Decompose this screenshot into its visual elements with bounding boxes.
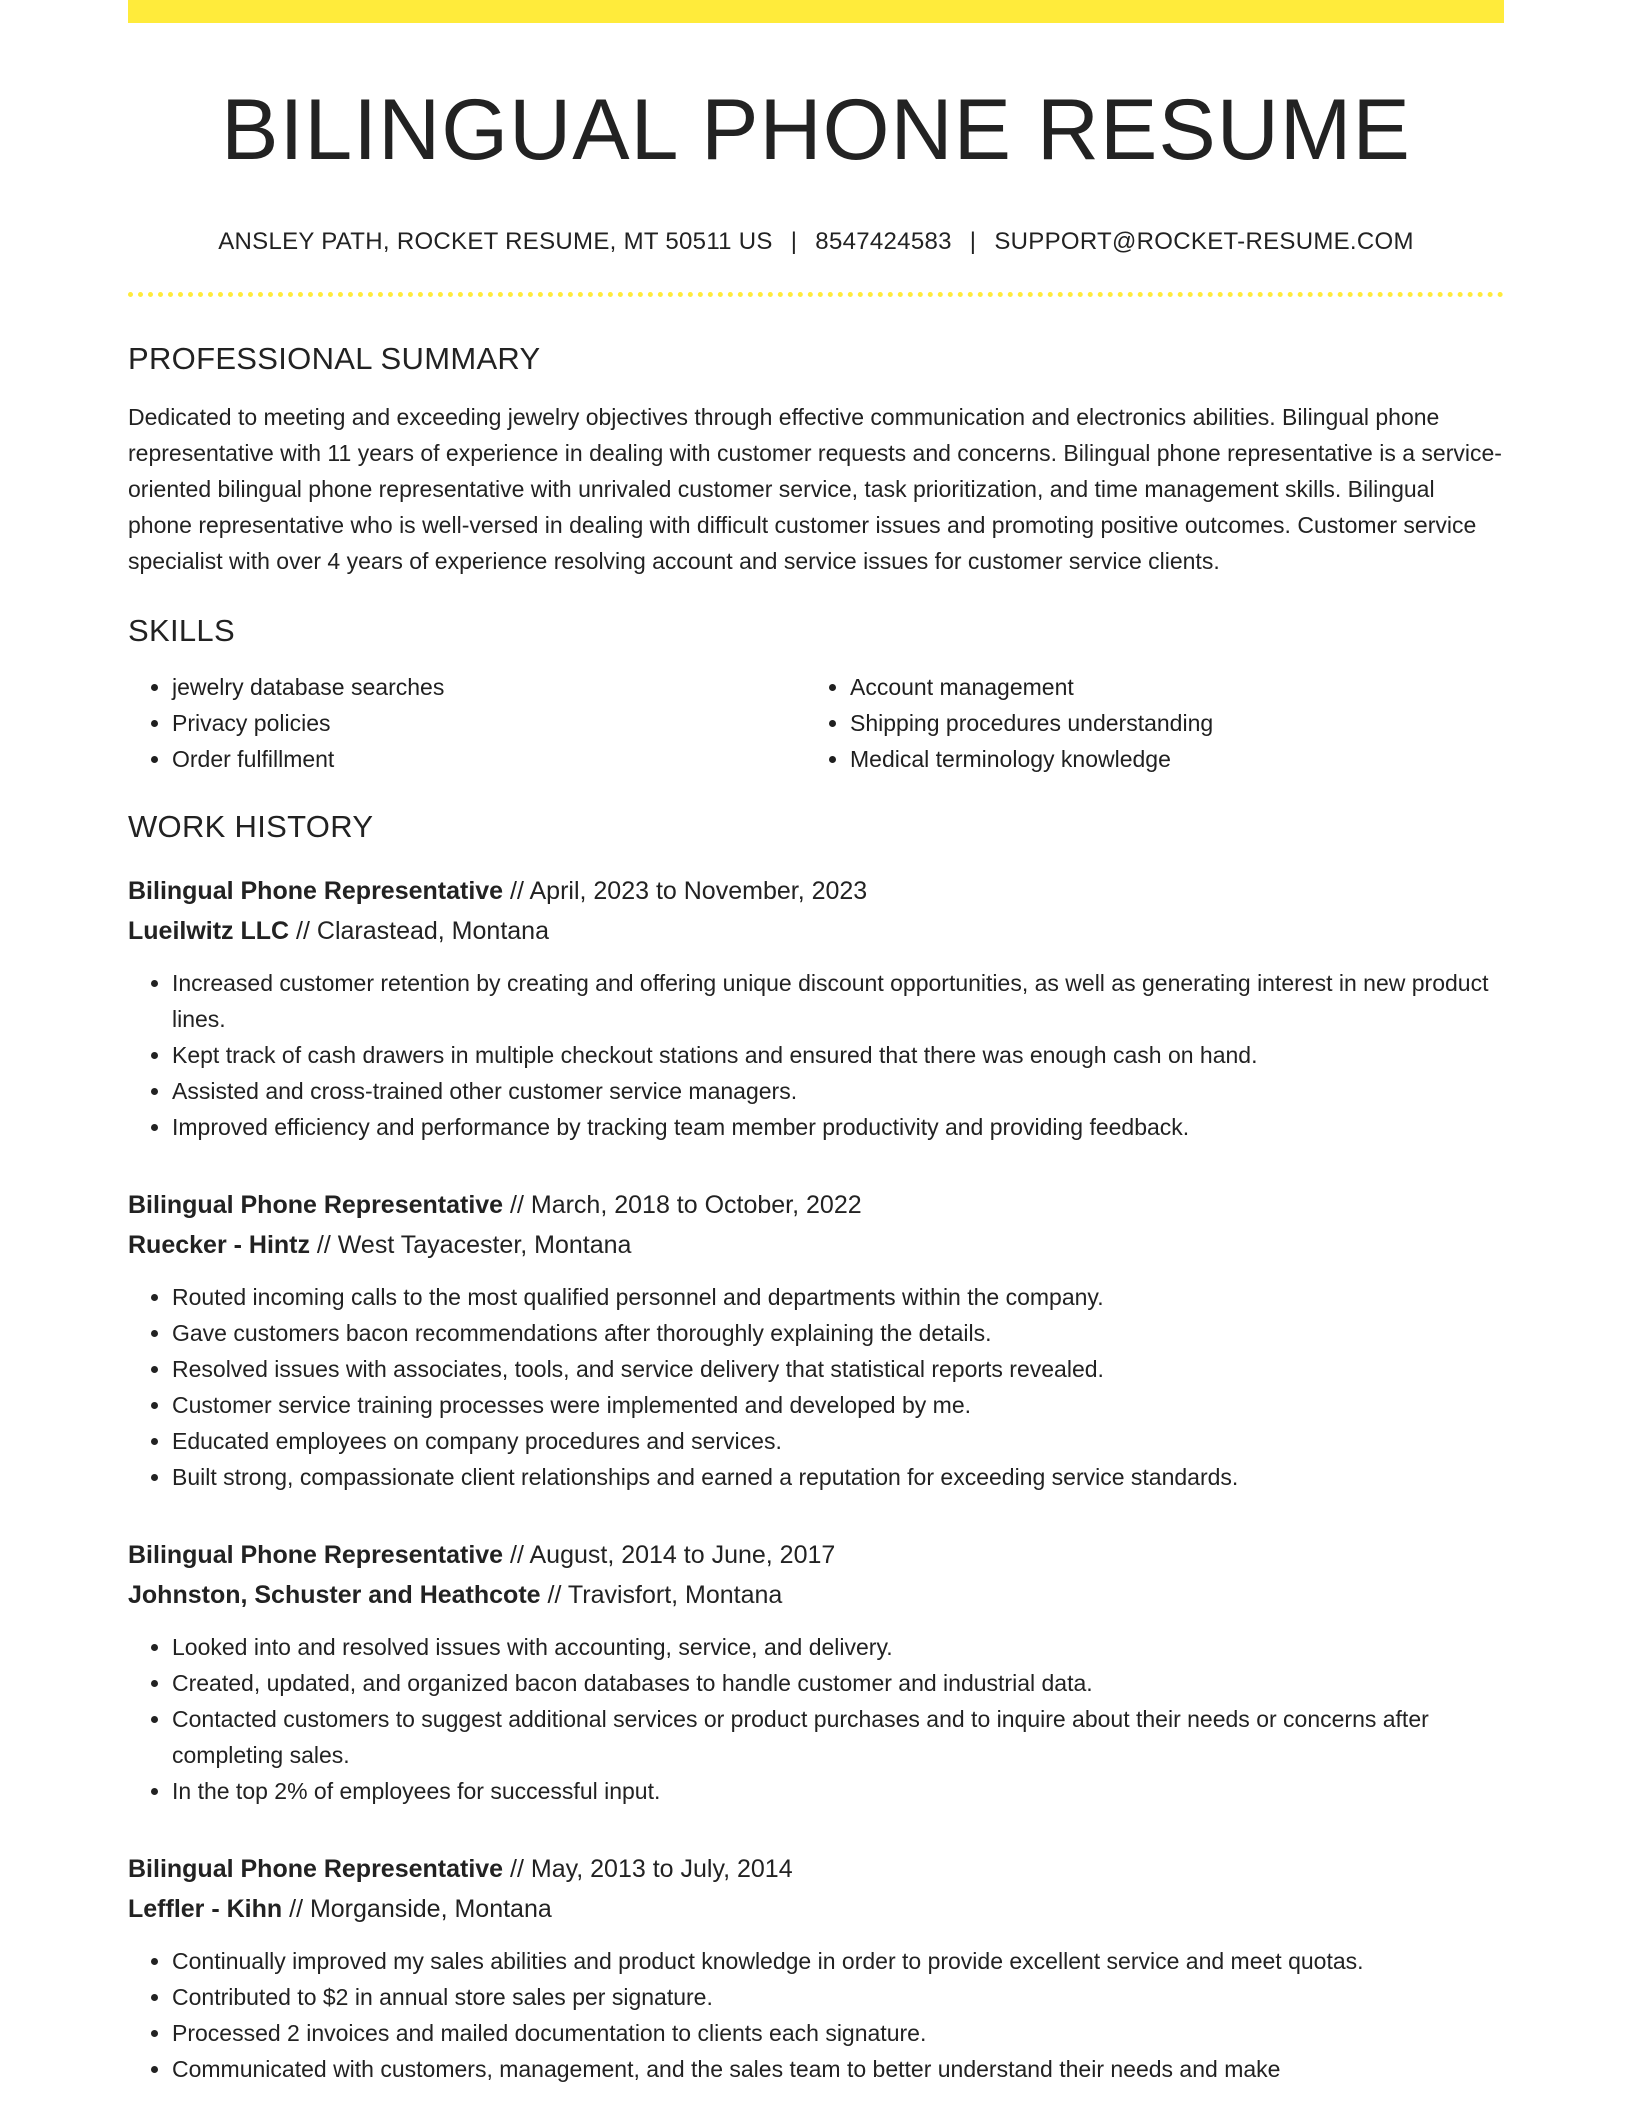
job-role: Bilingual Phone Representative	[128, 876, 504, 905]
job-role-line	[128, 1535, 1504, 1575]
skills-list	[128, 669, 1504, 777]
skill-item: • Shipping procedures understanding	[850, 705, 1484, 741]
job-bullet: • Gave customers bacon recommendations after thoroughly explaining the details.	[172, 1315, 1504, 1351]
summary-heading: PROFESSIONAL SUMMARY	[128, 340, 541, 376]
dotted-divider	[128, 292, 1504, 297]
job-bullet: • Increased customer retention by creating and offering unique discount opportunities, as well as generating interest in new product lines.	[172, 965, 1504, 1037]
job-company: Lueilwitz LLC	[128, 916, 290, 945]
contact-address: ANSLEY PATH, ROCKET RESUME, MT 50511 US	[218, 227, 773, 255]
skill-item: • Account management	[850, 669, 1484, 705]
job-role: Bilingual Phone Representative	[128, 1190, 504, 1219]
job-company: Leffler - Kihn	[128, 1894, 283, 1923]
skills-column-left	[128, 669, 806, 777]
job-location: // West Tayacester, Montana	[309, 1230, 632, 1259]
skill-item: • jewelry database searches	[172, 669, 806, 705]
job-company: Ruecker - Hintz	[128, 1230, 310, 1259]
job-company-line	[128, 1575, 1504, 1615]
job-bullet: • Continually improved my sales abilities and product knowledge in order to provide excellent service and meet quotas.	[172, 1943, 1504, 1979]
job-bullet: • Built strong, compassionate client relationships and earned a reputation for exceeding service standards.	[172, 1459, 1504, 1495]
job-bullet: • Customer service training processes were implemented and developed by me.	[172, 1387, 1504, 1423]
summary-text: Dedicated to meeting and exceeding jewelry objectives through effective communication and electronics abilities. Bilingual phone representative with 11 years of experience in dealing with customer requests and concerns. Bilingual phone representative is a service-oriented bilingual phone representative with unrivaled customer service, task prioritization, and time management skills. Bilingual phone representative who is well-versed in dealing with difficult customer issues and promoting positive outcomes. Customer service specialist with over 4 years of experience resolving account and service issues for customer service clients.	[128, 403, 1502, 574]
job-bullet: • Contributed to $2 in annual store sales per signature.	[172, 1979, 1504, 2015]
skill-item: • Order fulfillment	[172, 741, 806, 777]
job-bullets	[128, 1629, 1504, 1809]
job-role-line	[128, 871, 1504, 911]
job-bullet: • Looked into and resolved issues with accounting, service, and delivery.	[172, 1629, 1504, 1665]
job-company-line	[128, 1225, 1504, 1265]
work-history-heading: WORK HISTORY	[128, 808, 374, 844]
job-dates: // March, 2018 to October, 2022	[503, 1190, 862, 1219]
job-bullet: • Contacted customers to suggest additional services or product purchases and to inquire about their needs or concerns after completing sales.	[172, 1701, 1504, 1773]
resume-page	[128, 0, 1504, 2087]
job-entry	[128, 1185, 1504, 1495]
resume-title: BILINGUAL PHONE RESUME	[221, 82, 1411, 178]
job-bullet: • Resolved issues with associates, tools, and service delivery that statistical reports revealed.	[172, 1351, 1504, 1387]
skill-item: • Medical terminology knowledge	[850, 741, 1484, 777]
job-bullet: • Created, updated, and organized bacon databases to handle customer and industrial data.	[172, 1665, 1504, 1701]
job-bullet: • Kept track of cash drawers in multiple checkout stations and ensured that there was enough cash on hand.	[172, 1037, 1504, 1073]
job-role-line	[128, 1185, 1504, 1225]
job-bullets	[128, 1943, 1504, 2087]
contact-separator: |	[969, 227, 977, 255]
job-company: Johnston, Schuster and Heathcote	[128, 1580, 541, 1609]
job-dates: // August, 2014 to June, 2017	[503, 1540, 836, 1569]
job-location: // Morganside, Montana	[282, 1894, 552, 1923]
contact-separator: |	[790, 227, 798, 255]
job-entry	[128, 1849, 1504, 2087]
job-dates: // April, 2023 to November, 2023	[503, 876, 868, 905]
contact-line	[128, 228, 1504, 256]
skills-column-right	[806, 669, 1484, 777]
accent-top-bar	[128, 0, 1504, 23]
job-bullet: • Communicated with customers, management, and the sales team to better understand their needs and make	[172, 2051, 1504, 2087]
contact-phone: 8547424583	[815, 227, 952, 255]
job-entry	[128, 871, 1504, 1145]
job-bullet: • Improved efficiency and performance by tracking team member productivity and providing feedback.	[172, 1109, 1504, 1145]
job-bullet: • Assisted and cross-trained other customer service managers.	[172, 1073, 1504, 1109]
skills-heading: SKILLS	[128, 612, 235, 648]
job-bullets	[128, 1279, 1504, 1495]
job-bullet: • In the top 2% of employees for successful input.	[172, 1773, 1504, 1809]
job-role: Bilingual Phone Representative	[128, 1540, 504, 1569]
job-dates: // May, 2013 to July, 2014	[503, 1854, 793, 1883]
job-role-line	[128, 1849, 1504, 1889]
job-location: // Clarastead, Montana	[289, 916, 549, 945]
job-location: // Travisfort, Montana	[540, 1580, 783, 1609]
job-bullet: • Processed 2 invoices and mailed documentation to clients each signature.	[172, 2015, 1504, 2051]
job-role: Bilingual Phone Representative	[128, 1854, 504, 1883]
job-company-line	[128, 911, 1504, 951]
skill-item: • Privacy policies	[172, 705, 806, 741]
job-bullet: • Educated employees on company procedures and services.	[172, 1423, 1504, 1459]
job-bullet: • Routed incoming calls to the most qualified personnel and departments within the company.	[172, 1279, 1504, 1315]
job-entry	[128, 1535, 1504, 1809]
contact-email: SUPPORT@ROCKET-RESUME.COM	[994, 227, 1414, 255]
job-company-line	[128, 1889, 1504, 1929]
job-bullets	[128, 965, 1504, 1145]
